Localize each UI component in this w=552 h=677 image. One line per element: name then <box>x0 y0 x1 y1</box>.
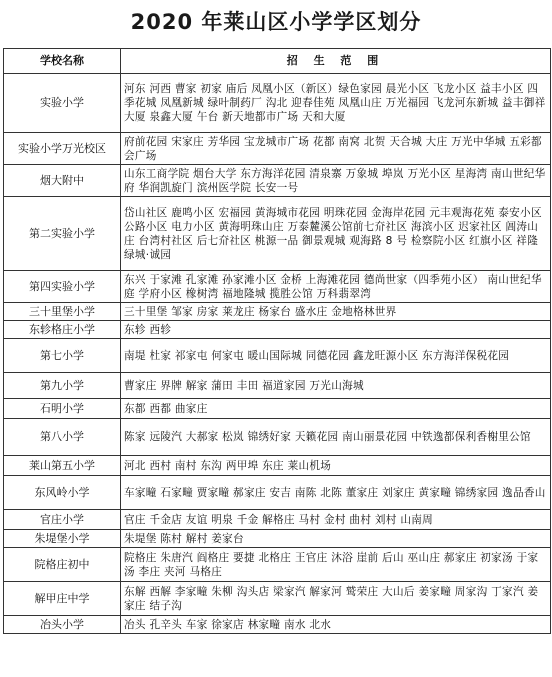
table-row <box>4 339 551 373</box>
table-row <box>4 197 551 271</box>
table-row <box>4 74 551 133</box>
enrollment-range: 冶头 孔辛头 车家 徐家店 林家疃 南水 北水 <box>121 616 551 634</box>
enrollment-range: 府前花园 宋家庄 芳华园 宝龙城市广场 花都 南窝 北贺 天合城 大庄 万光中华城 五彩都会广场 <box>121 133 551 165</box>
enrollment-range: 南堤 杜家 祁家屯 何家屯 暖山国际城 同德花园 鑫龙旺源小区 东方海洋保税花园 <box>121 339 551 373</box>
school-name: 实验小学 <box>4 74 121 133</box>
school-name: 冶头小学 <box>4 616 121 634</box>
enrollment-range: 车家疃 石家疃 贾家疃 郝家庄 安吉 南陈 北陈 董家庄 刘家庄 黄家疃 锦绣家园 逸品香山 <box>121 476 551 510</box>
school-name: 东风岭小学 <box>4 476 121 510</box>
school-name: 三十里堡小学 <box>4 303 121 321</box>
enrollment-range: 三十里堡 邹家 房家 莱龙庄 杨家台 盛水庄 金地格林世界 <box>121 303 551 321</box>
enrollment-range: 陈家 远陵汽 大郝家 松岚 锦绣好家 天籁花园 南山丽景花园 中铁逸都保利香榭里公馆 <box>121 419 551 456</box>
school-name: 莱山第五小学 <box>4 456 121 476</box>
header-range: 招 生 范 围 <box>121 49 551 74</box>
school-name: 东轸格庄小学 <box>4 321 121 339</box>
school-name: 第九小学 <box>4 373 121 399</box>
enrollment-range: 东兴 于家滩 孔家滩 孙家滩小区 金桥 上海滩花园 德尚世家（四季苑小区） 南山世纪华庭 学府小区 橡树湾 福地隆城 揽胜公馆 万科翡翠湾 <box>121 271 551 303</box>
page-title: 2020 年莱山区小学学区划分 <box>130 10 422 34</box>
school-name: 朱堤堡小学 <box>4 530 121 548</box>
table-row <box>4 530 551 548</box>
school-name: 第四实验小学 <box>4 271 121 303</box>
table-header-row <box>4 49 551 74</box>
table-row <box>4 271 551 303</box>
table-row <box>4 303 551 321</box>
enrollment-range: 山东工商学院 烟台大学 东方海洋花园 清泉寨 万象城 埠岚 万光小区 星海湾 南山世纪华府 华润凯旋门 滨州医学院 长安一号 <box>121 165 551 197</box>
school-name: 解甲庄中学 <box>4 582 121 616</box>
enrollment-range: 曹家庄 界牌 解家 蒲田 丰田 福道家园 万光山海城 <box>121 373 551 399</box>
school-name: 石明小学 <box>4 399 121 419</box>
table-row <box>4 476 551 510</box>
enrollment-range: 岱山社区 鹿鸣小区 宏福园 黄海城市花园 明珠花园 金海岸花园 元丰观海花苑 泰安小区 公路小区 电力小区 黄海明珠山庄 万泰麓溪公馆前七夼社区 海滨小区 迟家社区 阊涛山庄 台湾村社区 后七夼社区 桃源一品 御景观城 观海路 8 号 检察院小区 红旗小区 祥隆绿城·诚园 <box>121 197 551 271</box>
enrollment-range: 官庄 千金店 友谊 明泉 千金 解格庄 马村 金村 曲村 刘村 山南周 <box>121 510 551 530</box>
school-name: 烟大附中 <box>4 165 121 197</box>
enrollment-range: 河东 河西 曹家 初家 庙后 凤凰小区（新区）绿色家园 晨光小区 飞龙小区 益丰小区 四季花城 凤凰新城 绿叶制药厂 沟北 迎春佳苑 凤凰山庄 万光福园 飞龙河东新城 益丰御祥大厦 泉鑫大厦 午台 新天地都市广场 天和大厦 <box>121 74 551 133</box>
school-name: 第八小学 <box>4 419 121 456</box>
table-row <box>4 133 551 165</box>
enrollment-range: 东轸 西轸 <box>121 321 551 339</box>
table-row <box>4 165 551 197</box>
school-name: 第二实验小学 <box>4 197 121 271</box>
table-row <box>4 510 551 530</box>
table-row <box>4 456 551 476</box>
table-row <box>4 373 551 399</box>
table-row <box>4 321 551 339</box>
school-name: 官庄小学 <box>4 510 121 530</box>
school-district-table <box>3 48 551 634</box>
enrollment-range: 院格庄 朱唐汽 阎格庄 要捷 北格庄 王官庄 沐浴 崖前 后山 巫山庄 郝家庄 初家汤 于家汤 李庄 夹河 马格庄 <box>121 548 551 582</box>
table-row <box>4 582 551 616</box>
table-row <box>4 548 551 582</box>
school-name: 实验小学万光校区 <box>4 133 121 165</box>
table-row <box>4 419 551 456</box>
enrollment-range: 朱堤堡 陈村 解村 姜家台 <box>121 530 551 548</box>
school-name: 第七小学 <box>4 339 121 373</box>
table-row <box>4 616 551 634</box>
table-row <box>4 399 551 419</box>
enrollment-range: 东解 西解 李家疃 朱柳 沟头店 梁家汽 解家河 鹫荣庄 大山后 姜家疃 周家沟 丁家汽 姜家庄 结子沟 <box>121 582 551 616</box>
enrollment-range: 东都 西都 曲家庄 <box>121 399 551 419</box>
enrollment-range: 河北 西村 南村 东沟 两甲埠 东庄 莱山机场 <box>121 456 551 476</box>
school-name: 院格庄初中 <box>4 548 121 582</box>
header-school: 学校名称 <box>4 49 121 74</box>
